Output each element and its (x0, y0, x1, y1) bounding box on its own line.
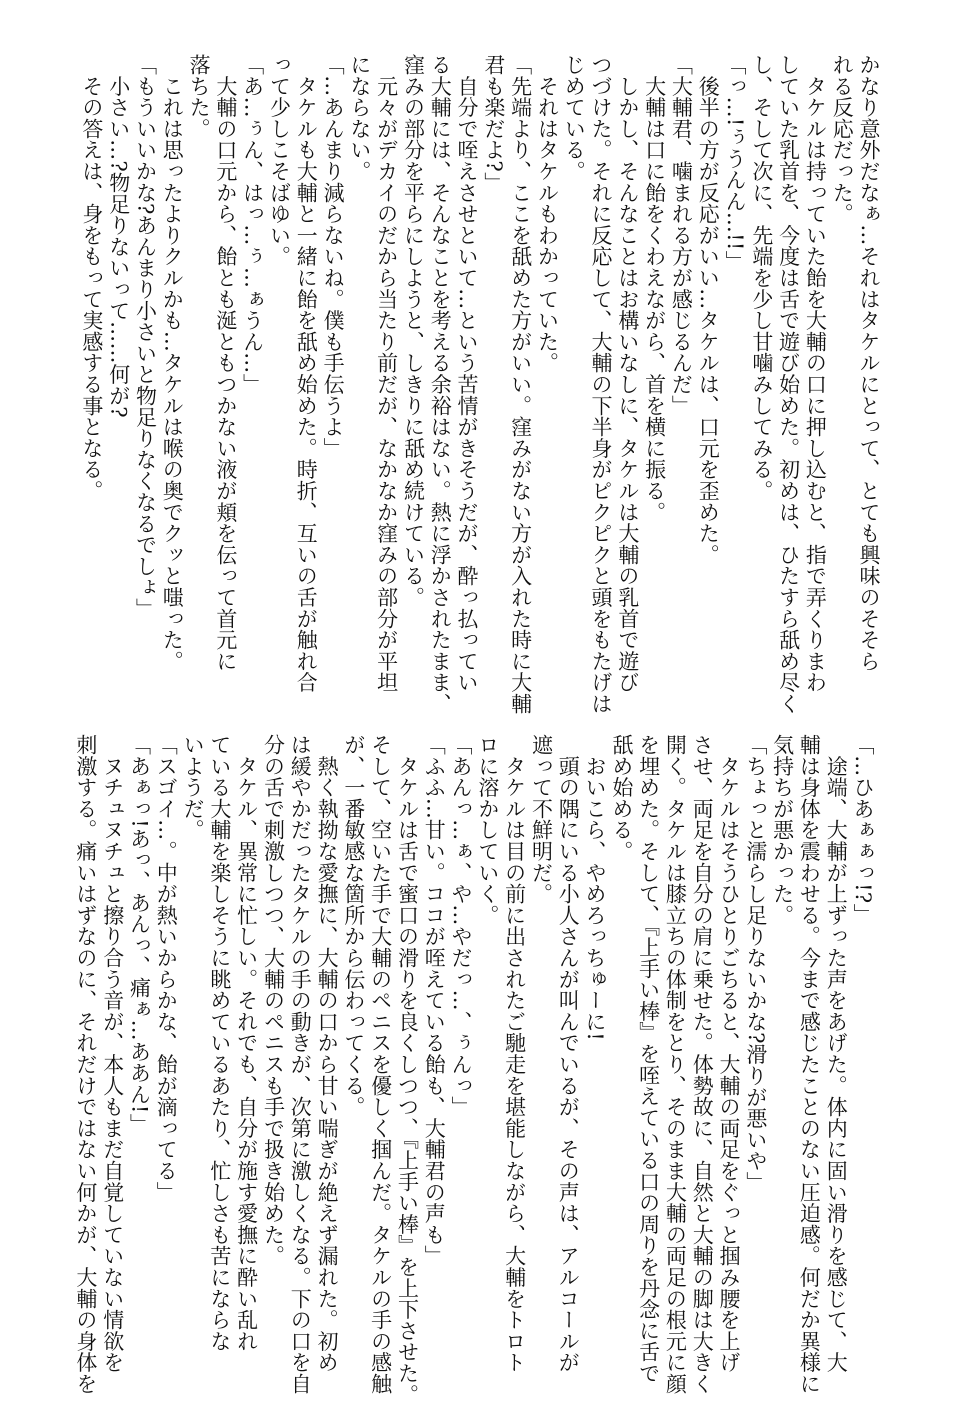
text-column: いようだ。 (181, 734, 206, 841)
text-column: そして、空いた手で大輔のペニスを優しく掴んだ。タケルの手の感触 (368, 734, 393, 1395)
text-column: 途端、大輔が上ずった声をあげた。体内に固い滑りを感じて、大 (824, 734, 849, 1373)
text-column: ロに溶かしていく。 (475, 734, 500, 926)
text-column: 「あんっ…ぁ、や…やだっ…、ぅんっ」 (449, 734, 474, 1118)
text-column: 元々がデカイのだから当たり前だが、なかなか窪みの部分が平坦 (374, 54, 399, 693)
text-column: ヌチュヌチュと擦り合う音が、本人もまだ自覚していない情欲を (100, 734, 125, 1373)
text-column: 小さい…?物足りないって……何が? (106, 54, 131, 418)
text-column: させ、両足を自分の肩に乗せた。体勢故に、自然と大輔の脚は大きく (690, 734, 715, 1395)
text-block-bottom (72, 734, 876, 1405)
text-column: 大輔は口に飴をくわえながら、首を横に振る。 (642, 54, 667, 523)
text-column: 気持ちが悪かった。 (770, 734, 795, 926)
text-column: し、そして次に、先端を少し甘噛みしてみる。 (749, 54, 774, 502)
text-column: タケル、異常に忙しい。それでも、自分が施す愛撫に酔い乱れ (234, 734, 259, 1352)
text-column: は緩やかだったタケルの手の動きが、次第に激しくなる。下の口を自 (288, 734, 313, 1395)
text-column: これは思ったよりクルかも…タケルは喉の奥でクッと嗤った。 (160, 54, 185, 672)
text-column: おいこら、やめろっちゅーに! (583, 734, 608, 1041)
text-column: それはタケルもわかっていた。 (535, 54, 560, 374)
text-column: タケルは目の前に出されたご馳走を堪能しながら、大輔をトロト (502, 734, 527, 1373)
text-column: 「大輔君、噛まれる方が感じるんだ」 (669, 54, 694, 417)
text-column: る大輔には、そんなことを考える余裕はない。熱に浮かされたまま、 (428, 54, 453, 715)
text-column: タケルも大輔と一緒に飴を舐め始めた。時折、互いの舌が触れ合 (294, 54, 319, 693)
text-column: 遮って不鮮明だ。 (529, 734, 554, 905)
text-column: 「ちょっと濡らし足りないかな?滑りが悪いや」 (743, 734, 768, 1193)
text-column: していた乳首を、今度は舌で遊び始めた。初めは、ひたすら舐め尽く (776, 54, 801, 715)
text-column: 分の舌で刺激しつつ、大輔のペニスも手で扱き始めた。 (261, 734, 286, 1267)
text-column: 落ちた。 (187, 54, 212, 140)
text-column: ている大輔を楽しそうに眺めているあたり、忙しさも苦にならな (207, 734, 232, 1352)
text-column: 自分で咥えさせといて…という苦情がきそうだが、酔っ払ってい (455, 54, 480, 693)
text-column: れる反応だった。 (830, 54, 855, 225)
text-block-top (78, 54, 882, 715)
text-column: 「あぁっ!あっ、あんっ、痛ぁ…ああん!」 (127, 734, 152, 1135)
text-column: 窪みの部分を平らにしようと、しきりに舐め続けている。 (401, 54, 426, 608)
text-column: タケルはそうひとりごちると、大輔の両足をぐっと掴み腰を上げ (717, 734, 742, 1373)
text-column: その答えは、身をもって実感する事となる。 (79, 54, 104, 502)
text-column: が、一番敏感な箇所から伝わってくる。 (341, 734, 366, 1118)
text-column: 「先端より、ここを舐めた方がいい。窪みがない方が入れた時に大輔 (508, 54, 533, 715)
text-column: 「あ…ぅん、はっ…ぅ…ぁうん…」 (240, 54, 265, 395)
text-column: 熱く執拗な愛撫に、大輔の口から甘い喘ぎが絶えず漏れた。初め (315, 734, 340, 1373)
text-column: タケルは舌で蜜口の滑りを良くしつつ、『上手い棒』を上下させた。 (395, 734, 420, 1405)
text-column: 頭の隅にいる小人さんが叫んでいるが、その声は、アルコールが (556, 734, 581, 1373)
text-column: 舐め始める。 (609, 734, 634, 862)
text-column: タケルは持っていた飴を大輔の口に押し込むと、指で弄くりまわ (803, 54, 828, 693)
text-column: 刺激する。痛いはずなのに、それだけではない何かが、大輔の身体を (73, 734, 98, 1395)
text-column: しかし、そんなことはお構いなしに、タケルは大輔の乳首で遊び (615, 54, 640, 693)
text-column: にならない。 (347, 54, 372, 182)
text-column: 開く。タケルは膝立ちの体制をとり、そのまま大輔の両足の根元に顔 (663, 734, 688, 1395)
text-column: 後半の方が反応がいい…タケルは、口元を歪めた。 (696, 54, 721, 566)
text-column: 「…あんまり減らないね。僕も手伝うよ」 (321, 54, 346, 459)
text-column: かなり意外だなぁ…それはタケルにとって、とても興味のそそら (857, 54, 881, 672)
text-column: を埋めた。そして、『上手い棒』を咥えている口の周りを丹念に舌で (636, 734, 661, 1384)
text-column: 大輔の口元から、飴とも涎ともつかない液が頬を伝って首元に (213, 54, 238, 672)
text-column: 輔は身体を震わせる。今まで感じたことのない圧迫感。何だか異様に (797, 734, 822, 1395)
text-column: 「…ひあぁぁっ!?」 (851, 734, 875, 925)
text-column: つづけた。それに反応して、大輔の下半身がピクピクと頭をもたげは (589, 54, 614, 715)
text-column: 「ふふ…甘い。ココが咥えている飴も、大輔君の声も」 (422, 734, 447, 1267)
text-column: 「もういいかな?あんまり小さいと物足りなくなるでしょ」 (133, 54, 158, 620)
text-column: じめている。 (562, 54, 587, 182)
text-column: 「スゴイ…。中が熱いからかな、飴が滴ってる」 (154, 734, 179, 1203)
text-column: って少しこそばゆい。 (267, 54, 292, 267)
text-column: 「っ…!ぅうんん…!!」 (723, 54, 748, 272)
text-column: 君も楽だよ?」 (481, 54, 506, 194)
